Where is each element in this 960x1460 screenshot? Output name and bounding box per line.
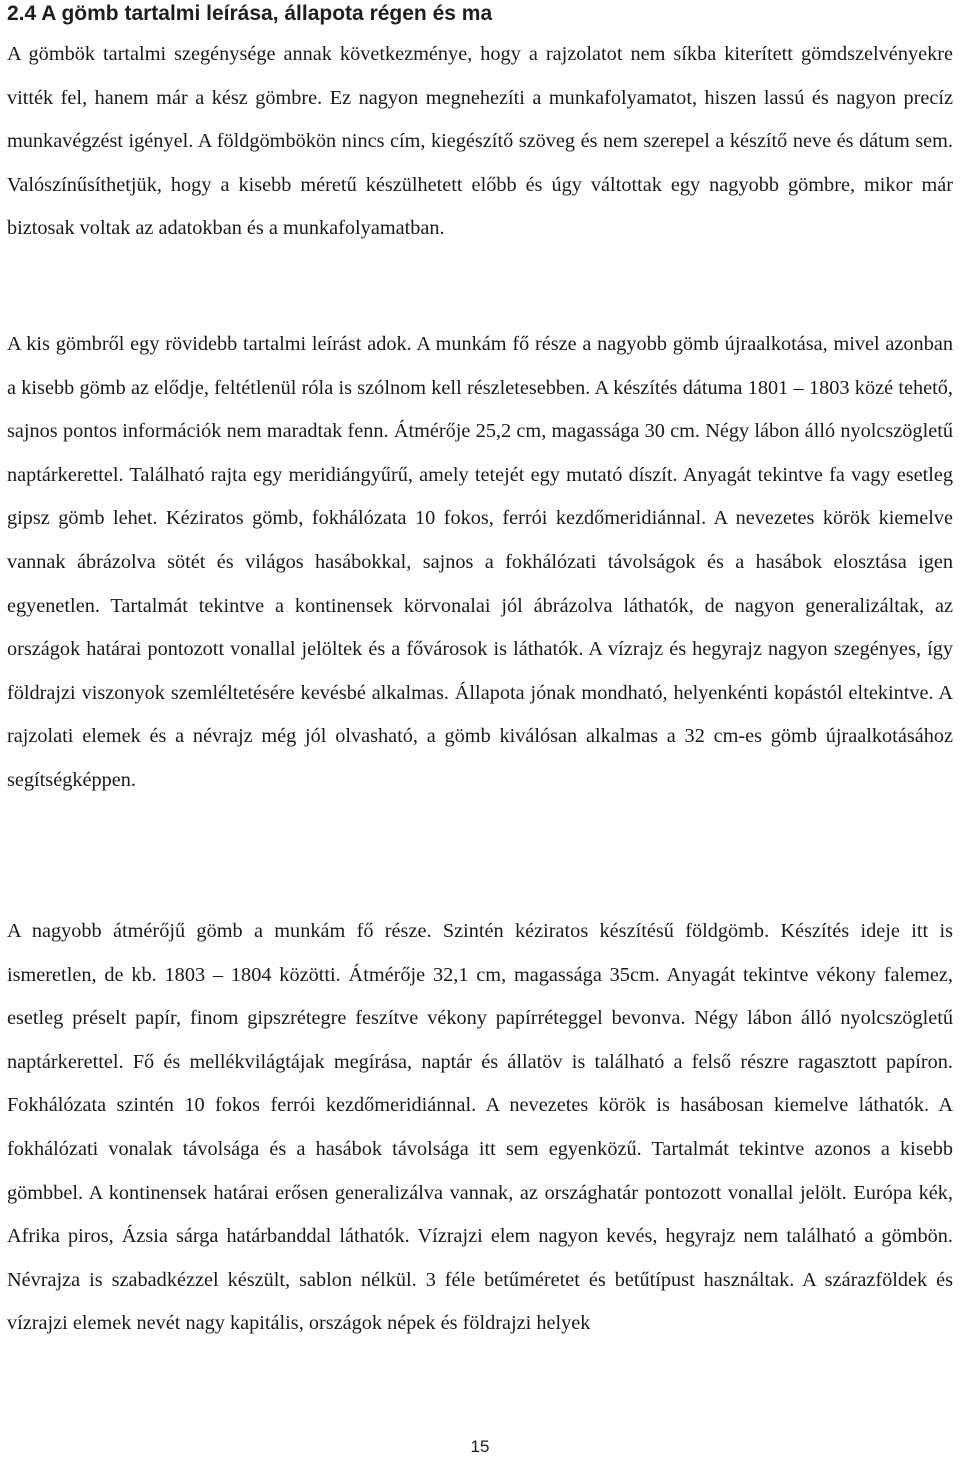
- paragraph-large-globe: A nagyobb átmérőjű gömb a munkám fő része. Szintén kéziratos készítésű földgömb. Készítés ideje itt is ismeretlen, de kb. 1803 – 1804 közötti. Átmérője 32,1 cm, magassága 35cm. Anyagát tekintve vékony falemez, esetleg préselt papír, finom gipszrétegre feszítve vékony papírréteggel bevonva. Négy lábon álló nyolcszögletű naptárkerettel. Fő és mellékvilágtájak megírása, naptár és állatöv is található a felső részre ragasztott papíron. Fokhálózata szintén 10 fokos ferrói kezdőmeridiánnal. A nevezetes körök is hasábosan kiemelve láthatók. A fokhálózati vonalak távolsága és a hasábok távolsága itt sem egyenközű. Tartalmát tekintve azonos a kisebb gömbbel. A kontinensek határai erősen generalizálva vannak, az országhatár pontozott vonallal jelölt. Európa kék, Afrika piros, Ázsia sárga határbanddal láthatók. Vízrajzi elem nagyon kevés, hegyrajz nem található a gömbön. Névrajza is szabadkézzel készült, sablon nélkül. 3 féle betűméretet és betűtípust használtak. A szárazföldek és vízrajzi elemek nevét nagy kapitális, országok népek és földrajzi helyek: [7, 920, 953, 1335]
- paragraph-intro: A gömbök tartalmi szegénysége annak következménye, hogy a rajzolatot nem síkba kiterített gömdszelvényekre vitték fel, hanem már a kész gömbre. Ez nagyon megnehezíti a munkafolyamatot, hiszen lassú és nagyon precíz munkavégzést igényel. A földgömbökön nincs cím, kiegészítő szöveg és nem szerepel a készítő neve és dátum sem. Valószínűsíthetjük, hogy a kisebb méretű készülhetett előbb és úgy váltottak egy nagyobb gömbre, mikor már biztosak voltak az adatokban és a munkafolyamatban.: [7, 43, 953, 240]
- page-number: 15: [470, 1437, 490, 1456]
- paragraph-small-globe: A kis gömbről egy rövidebb tartalmi leírást adok. A munkám fő része a nagyobb gömb újraalkotása, mivel azonban a kisebb gömb az elődje, feltétlenül róla is szólnom kell részletesebben. A készítés dátuma 1801 – 1803 közé tehető, sajnos pontos információk nem maradtak fenn. Átmérője 25,2 cm, magassága 30 cm. Négy lábon álló nyolcszögletű naptárkerettel. Található rajta egy meridiángyűrű, amely tetejét egy mutató díszít. Anyagát tekintve fa vagy esetleg gipsz gömb lehet. Kéziratos gömb, fokhálózata 10 fokos, ferrói kezdőmeridiánnal. A nevezetes körök kiemelve vannak ábrázolva sötét és világos hasábokkal, sajnos a fokhálózati távolságok és a hasábok elosztása igen egyenetlen. Tartalmát tekintve a kontinensek körvonalai jól ábrázolva láthatók, de nagyon generalizáltak, az országok határai pontozott vonallal jelöltek és a fővárosok is láthatók. A vízrajz és hegyrajz nagyon szegényes, így földrajzi viszonyok szemléltetésére kevésbé alkalmas. Állapota jónak mondható, helyenkénti kopástól eltekintve. A rajzolati elemek és a névrajz még jól olvasható, a gömb kiválósan alkalmas a 32 cm-es gömb újraalkotásához segítségképpen.: [7, 333, 953, 791]
- section-heading: 2.4 A gömb tartalmi leírása, állapota régen és ma: [7, 2, 493, 25]
